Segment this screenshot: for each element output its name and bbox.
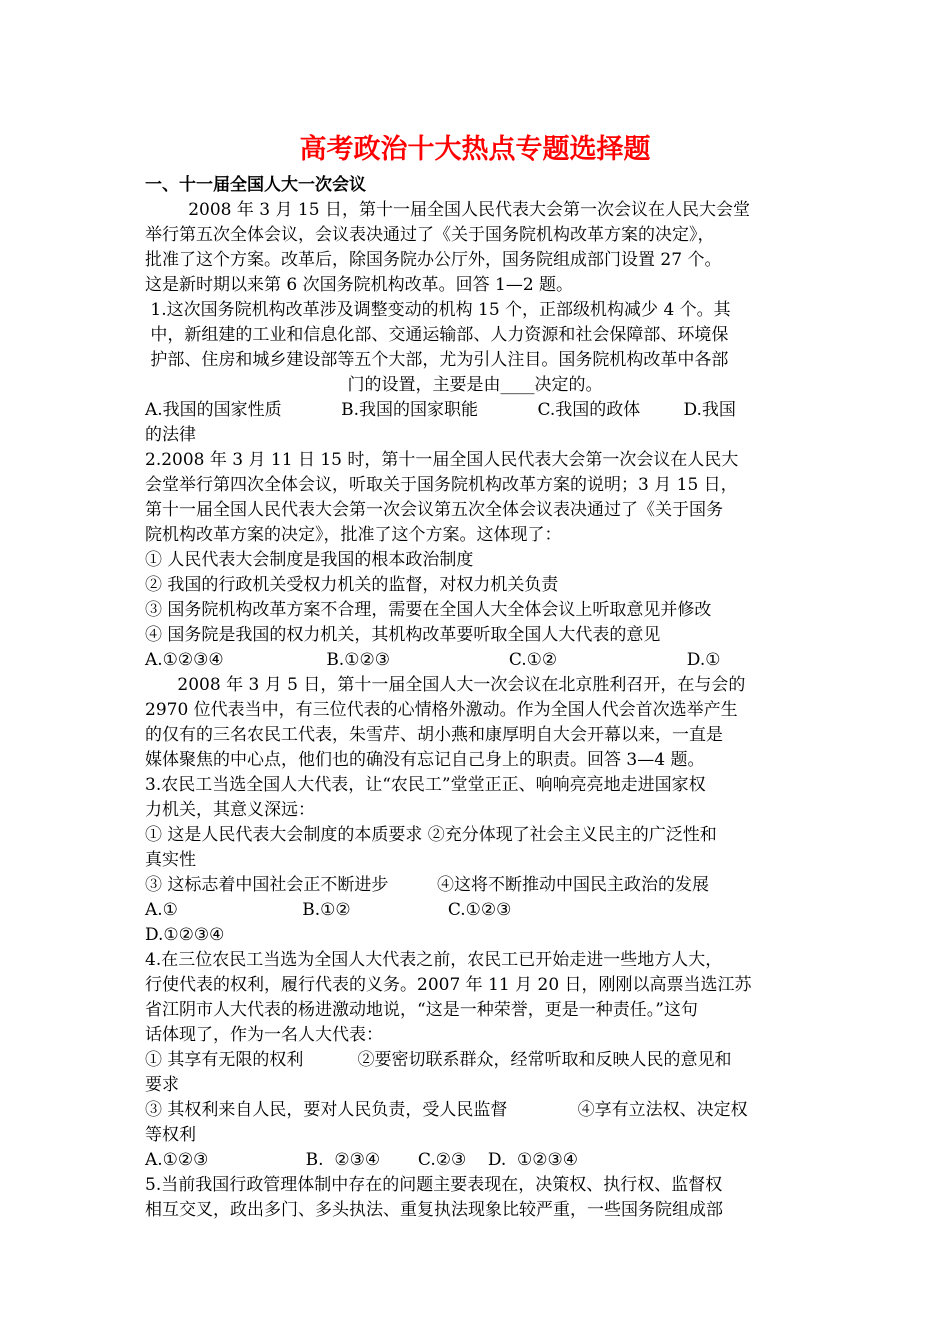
- question-2-line: 会堂举行第四次全体会议，听取关于国务院机构改革方案的说明；3 月 15 日，: [145, 475, 738, 495]
- question-3-line: 3.农民工当选全国人大代表，让“农民工”堂堂正正、响响亮亮地走进国家权: [145, 775, 706, 795]
- question-2-line: 2.2008 年 3 月 11 日 15 时，第十一届全国人民代表大会第一次会议在人民大: [145, 450, 739, 470]
- statement-line: ① 人民代表大会制度是我国的根本政治制度: [145, 550, 474, 570]
- answer-options: A.①②③④ B.①②③ C.①② D.①: [145, 650, 721, 670]
- statement-line: ① 这是人民代表大会制度的本质要求 ②充分体现了社会主义民主的广泛性和: [145, 825, 717, 845]
- question-3-line: 力机关，其意义深远：: [145, 800, 315, 820]
- statement-line: ④ 国务院是我国的权力机关，其机构改革要听取全国人大代表的意见: [145, 625, 661, 645]
- text-line: 2008 年 3 月 5 日，第十一届全国人大一次会议在北京胜利召开，在与会的: [145, 675, 746, 695]
- statement-line: ③ 国务院机构改革方案不合理，需要在全国人大全体会议上听取意见并修改: [145, 600, 712, 620]
- question-4-line: 4.在三位农民工当选为全国人大代表之前，农民工已开始走进一些地方人大，: [145, 950, 723, 970]
- answer-options: A.① B.①② C.①②③: [145, 900, 512, 920]
- text-line: 批准了这个方案。改革后，除国务院办公厅外，国务院组成部门设置 27 个。: [145, 250, 722, 270]
- statement-line: 要求: [145, 1075, 179, 1095]
- document-title: 高考政治十大热点专题选择题: [299, 134, 651, 165]
- text-line: 的仅有的三名农民工代表，朱雪芹、胡小燕和康厚明自大会开幕以来，一直是: [145, 725, 723, 745]
- question-2-line: 第十一届全国人民代表大会第一次会议第五次全体会议表决通过了《关于国务: [145, 500, 723, 520]
- statement-line: 等权利: [145, 1125, 196, 1145]
- statement-line: ① 其享有无限的权利 ②要密切联系群众，经常听取和反映人民的意见和: [145, 1050, 732, 1070]
- question-1-line: 护部、住房和城乡建设部等五个大部，尤为引人注目。国务院机构改革中各部: [145, 350, 729, 370]
- answer-options: A.①②③ B. ②③④ C.②③ D. ①②③④: [145, 1150, 579, 1170]
- answer-options: D.①②③④: [145, 925, 225, 945]
- question-1-line: 门的设置，主要是由____决定的。: [347, 375, 603, 395]
- text-line: 这是新时期以来第 6 次国务院机构改革。回答 1—2 题。: [145, 275, 574, 295]
- question-1-line: 1.这次国务院机构改革涉及调整变动的机构 15 个，正部级机构减少 4 个。其: [145, 300, 731, 320]
- question-1-line: 中，新组建的工业和信息化部、交通运输部、人力资源和社会保障部、环境保: [145, 325, 729, 345]
- text-line: 2008 年 3 月 15 日，第十一届全国人民代表大会第一次会议在人民大会堂: [145, 200, 750, 220]
- question-4-line: 话体现了，作为一名人大代表：: [145, 1025, 383, 1045]
- question-5-line: 相互交叉，政出多门、多头执法、重复执法现象比较严重，一些国务院组成部: [145, 1200, 723, 1220]
- question-4-line: 行使代表的权利，履行代表的义务。2007 年 11 月 20 日，刚刚以高票当选江苏: [145, 975, 752, 995]
- section-heading: 一、十一届全国人大一次会议: [145, 175, 366, 195]
- statement-line: 真实性: [145, 850, 196, 870]
- question-5-line: 5.当前我国行政管理体制中存在的问题主要表现在，决策权、执行权、监督权: [145, 1175, 723, 1195]
- statement-line: ③ 其权利来自人民，要对人民负责，受人民监督 ④享有立法权、决定权: [145, 1100, 748, 1120]
- statement-line: ③ 这标志着中国社会正不断进步 ④这将不断推动中国民主政治的发展: [145, 875, 710, 895]
- answer-options: A.我国的国家性质 B.我国的国家职能 C.我国的政体 D.我国: [145, 400, 736, 420]
- text-line: 举行第五次全体会议，会议表决通过了《关于国务院机构改革方案的决定》，: [145, 225, 715, 245]
- text-line: 2970 位代表当中，有三位代表的心情格外激动。作为全国人代会首次选举产生: [145, 700, 738, 720]
- question-2-line: 院机构改革方案的决定》，批准了这个方案。这体现了：: [145, 525, 562, 545]
- answer-options: 的法律: [145, 425, 196, 445]
- question-4-line: 省江阴市人大代表的杨进激动地说，“这是一种荣誉，更是一种责任。”这句: [145, 1000, 698, 1020]
- text-line: 媒体聚焦的中心点，他们也的确没有忘记自己身上的职责。回答 3—4 题。: [145, 750, 705, 770]
- statement-line: ② 我国的行政机关受权力机关的监督，对权力机关负责: [145, 575, 559, 595]
